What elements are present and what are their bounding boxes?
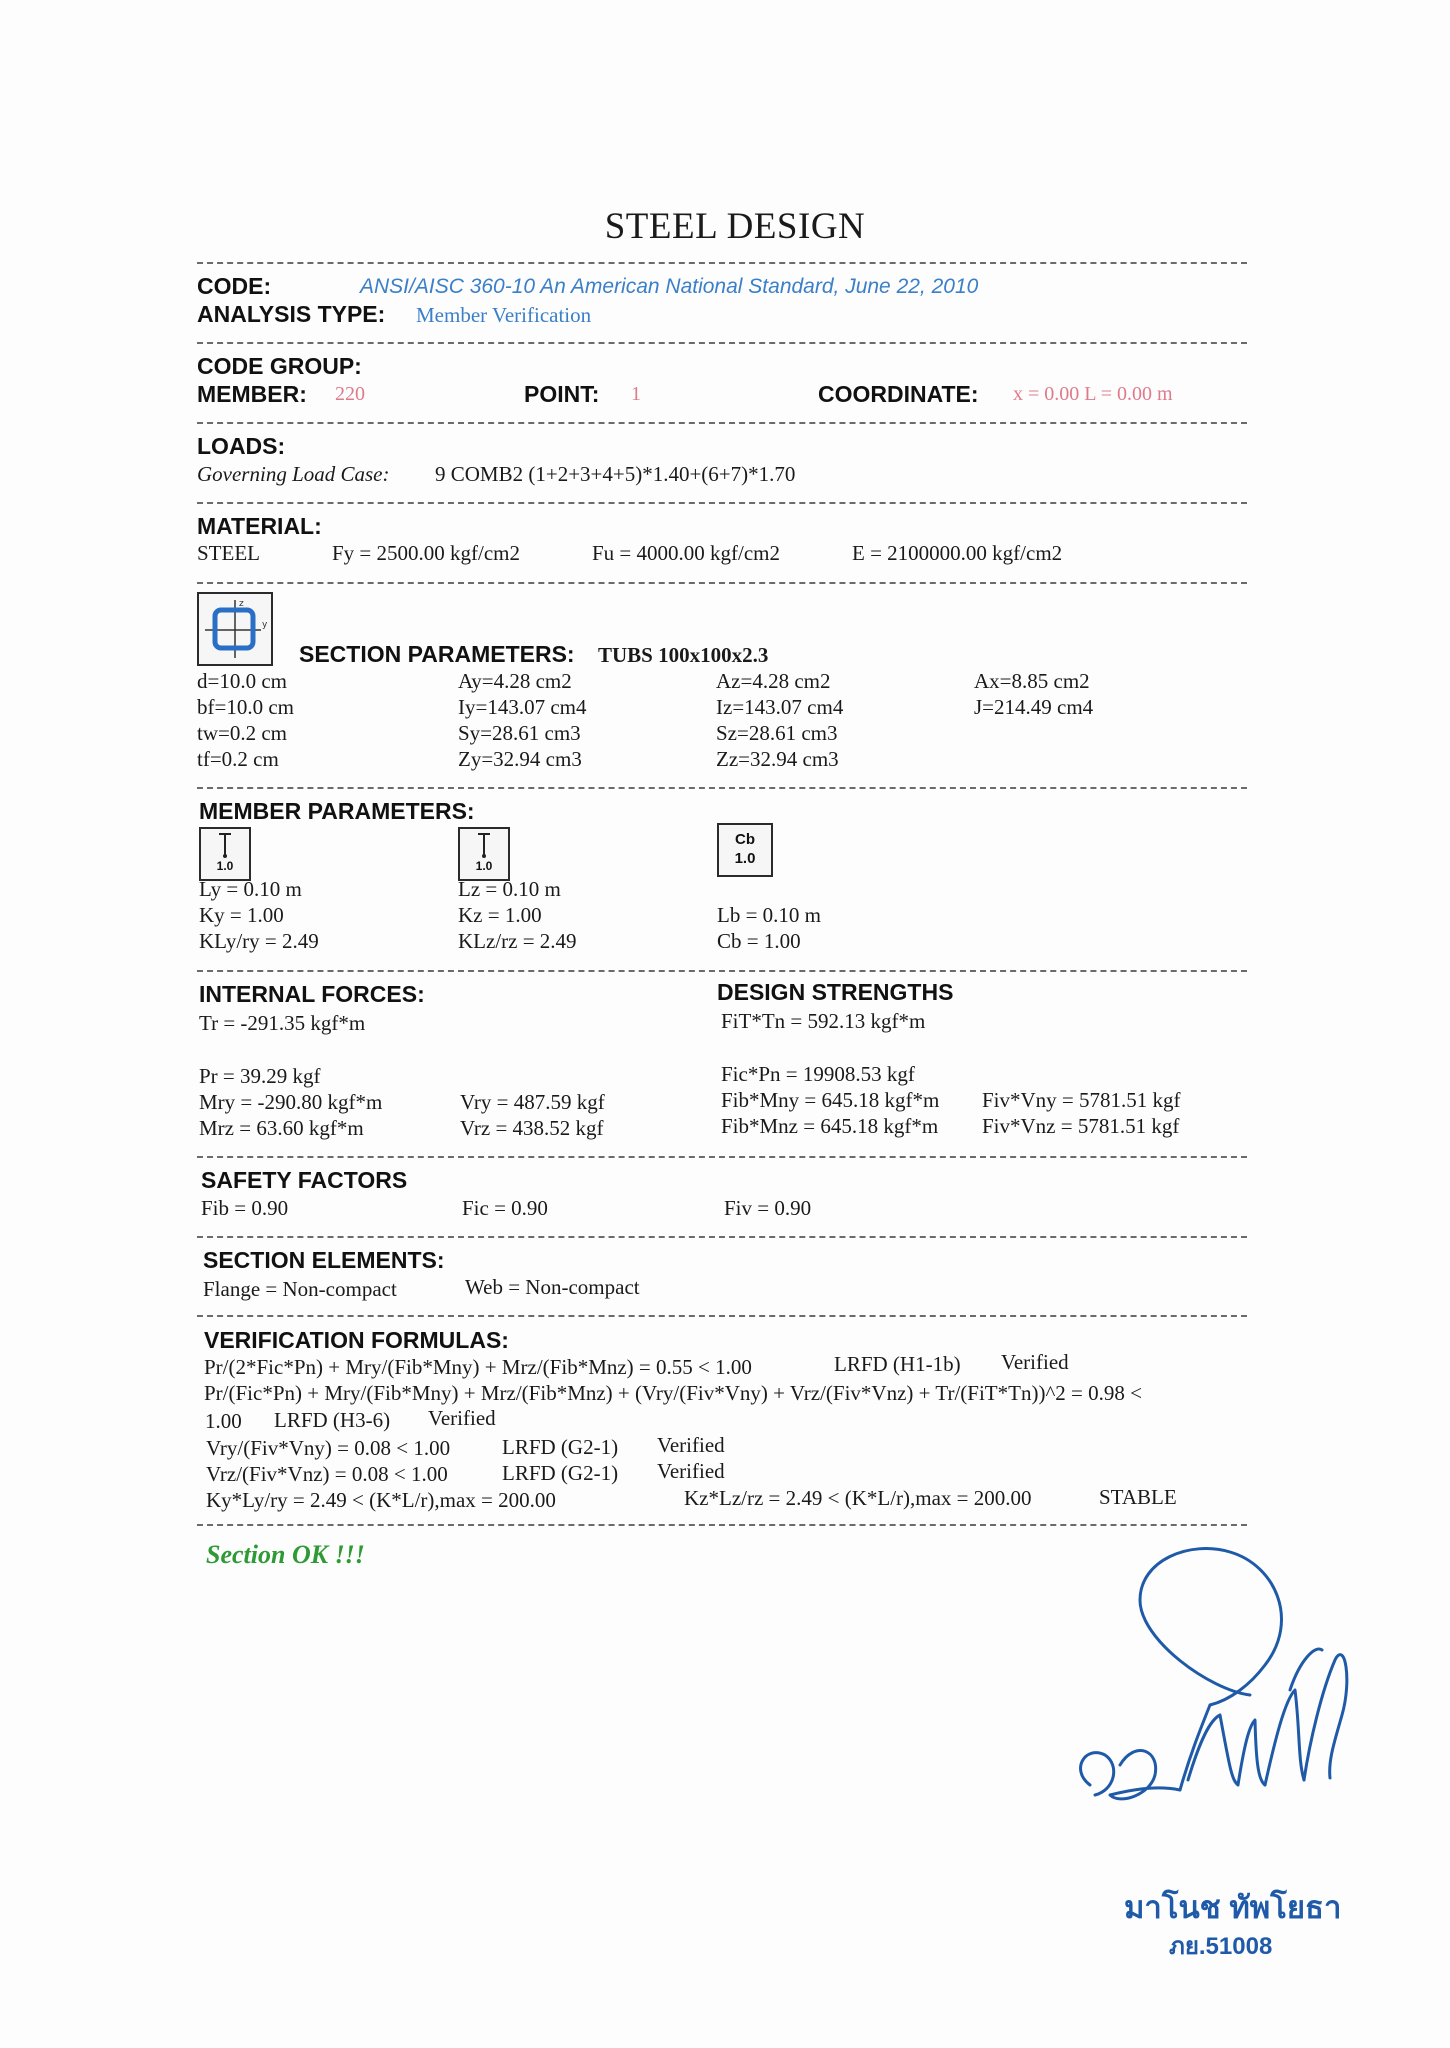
internal-forces-label: INTERNAL FORCES: xyxy=(199,981,425,1007)
divider xyxy=(197,422,1247,424)
section-d: d=10.0 cm xyxy=(197,669,287,693)
formula-4-status: Verified xyxy=(657,1459,725,1483)
analysis-type-value: Member Verification xyxy=(416,303,592,327)
formula-5-status: STABLE xyxy=(1099,1485,1177,1509)
section-ay: Ay=4.28 cm2 xyxy=(458,669,572,693)
strength-fib-mny: Fib*Mny = 645.18 kgf*m xyxy=(721,1088,940,1112)
force-mrz: Mrz = 63.60 kgf*m xyxy=(199,1116,364,1140)
formula-2-status: Verified xyxy=(428,1406,496,1430)
formula-2-ref: LRFD (H3-6) xyxy=(274,1408,391,1432)
member-kz: Kz = 1.00 xyxy=(458,903,542,927)
formula-2-line2: 1.00 xyxy=(205,1409,242,1433)
buckling-z-value: 1.0 xyxy=(475,859,493,873)
safety-fiv: Fiv = 0.90 xyxy=(724,1196,812,1220)
formula-3-status: Verified xyxy=(657,1433,725,1457)
member-ly: Ly = 0.10 m xyxy=(199,877,302,901)
member-label: MEMBER: xyxy=(197,381,307,407)
section-name: TUBS 100x100x2.3 xyxy=(598,643,769,667)
section-zz: Zz=32.94 cm3 xyxy=(716,747,839,771)
member-cb: Cb = 1.00 xyxy=(717,929,801,953)
force-vry: Vry = 487.59 kgf xyxy=(460,1090,605,1114)
force-mry: Mry = -290.80 kgf*m xyxy=(199,1090,383,1114)
section-tf: tf=0.2 cm xyxy=(197,747,279,771)
formula-1-ref: LRFD (H1-1b) xyxy=(834,1352,961,1376)
svg-text:y: y xyxy=(262,620,268,630)
safety-factors-label: SAFETY FACTORS xyxy=(201,1167,408,1193)
member-parameters-label: MEMBER PARAMETERS: xyxy=(199,798,475,824)
member-value: 220 xyxy=(335,383,365,405)
formula-1: Pr/(2*Fic*Pn) + Mry/(Fib*Mny) + Mrz/(Fib*Mnz) = 0.55 < 1.00 xyxy=(204,1355,752,1379)
design-strengths-label: DESIGN STRENGTHS xyxy=(717,979,954,1005)
cb-icon-label: Cb xyxy=(735,831,755,848)
section-zy: Zy=32.94 cm3 xyxy=(458,747,582,771)
buckling-y-value: 1.0 xyxy=(216,859,234,873)
loads-label: LOADS: xyxy=(197,433,286,459)
section-bf: bf=10.0 cm xyxy=(197,695,294,719)
divider xyxy=(197,787,1247,789)
verification-formulas-label: VERIFICATION FORMULAS: xyxy=(204,1327,509,1353)
section-j: J=214.49 cm4 xyxy=(974,695,1094,719)
svg-text:z: z xyxy=(239,599,244,609)
analysis-type-label: ANALYSIS TYPE: xyxy=(197,301,386,327)
material-name: STEEL xyxy=(197,541,260,565)
safety-fic: Fic = 0.90 xyxy=(462,1196,548,1220)
section-az: Az=4.28 cm2 xyxy=(716,669,831,693)
force-tr: Tr = -291.35 kgf*m xyxy=(199,1011,366,1035)
section-sz: Sz=28.61 cm3 xyxy=(716,721,838,745)
force-pr: Pr = 39.29 kgf xyxy=(199,1064,321,1088)
divider xyxy=(197,262,1247,264)
divider xyxy=(197,1236,1247,1238)
divider xyxy=(197,1315,1247,1317)
point-value: 1 xyxy=(631,383,641,405)
section-ax: Ax=8.85 cm2 xyxy=(974,669,1090,693)
code-value: ANSI/AISC 360-10 An American National Standard, June 22, 2010 xyxy=(360,275,979,298)
section-parameters-label: SECTION PARAMETERS: xyxy=(299,641,575,667)
section-sy: Sy=28.61 cm3 xyxy=(458,721,581,745)
section-ok-result: Section OK !!! xyxy=(206,1540,365,1569)
divider xyxy=(197,342,1247,344)
coordinate-label: COORDINATE: xyxy=(818,381,979,407)
strength-fiv-vnz: Fiv*Vnz = 5781.51 kgf xyxy=(982,1114,1180,1138)
code-label: CODE: xyxy=(197,273,272,299)
formula-4-ref: LRFD (G2-1) xyxy=(502,1461,619,1485)
section-iz: Iz=143.07 cm4 xyxy=(716,695,844,719)
formula-5-y: Ky*Ly/ry = 2.49 < (K*L/r),max = 200.00 xyxy=(206,1488,556,1512)
point-label: POINT: xyxy=(524,381,600,407)
page-title: STEEL DESIGN xyxy=(604,206,866,247)
member-kly-ry: KLy/ry = 2.49 xyxy=(199,929,319,953)
formula-1-status: Verified xyxy=(1001,1350,1069,1374)
divider xyxy=(197,970,1247,972)
signature-icon xyxy=(1060,1540,1360,1830)
cb-icon xyxy=(717,823,773,877)
element-web: Web = Non-compact xyxy=(465,1275,640,1299)
member-klz-rz: KLz/rz = 2.49 xyxy=(458,929,577,953)
formula-4: Vrz/(Fiv*Vnz) = 0.08 < 1.00 xyxy=(206,1462,448,1486)
member-ky: Ky = 1.00 xyxy=(199,903,284,927)
section-iy: Iy=143.07 cm4 xyxy=(458,695,587,719)
material-fy: Fy = 2500.00 kgf/cm2 xyxy=(332,541,521,565)
divider xyxy=(197,502,1247,504)
buckling-y-icon xyxy=(199,827,251,881)
cb-icon-value: 1.0 xyxy=(734,850,756,867)
material-e: E = 2100000.00 kgf/cm2 xyxy=(852,541,1063,565)
section-elements-label: SECTION ELEMENTS: xyxy=(203,1247,445,1273)
force-vrz: Vrz = 438.52 kgf xyxy=(460,1116,604,1140)
governing-load-label: Governing Load Case: xyxy=(197,462,390,486)
section-tw: tw=0.2 cm xyxy=(197,721,287,745)
strength-fic-pn: Fic*Pn = 19908.53 kgf xyxy=(721,1062,915,1086)
code-group-label: CODE GROUP: xyxy=(197,353,362,379)
member-lb: Lb = 0.10 m xyxy=(717,903,822,927)
formula-3: Vry/(Fiv*Vny) = 0.08 < 1.00 xyxy=(206,1436,451,1460)
formula-2-line1: Pr/(Fic*Pn) + Mry/(Fib*Mny) + Mrz/(Fib*Mnz) + (Vry/(Fiv*Vny) + Vrz/(Fiv*Vnz) + Tr/(FiT*Tn))^2 = 0.98 < xyxy=(204,1381,1142,1405)
governing-load-value: 9 COMB2 (1+2+3+4+5)*1.40+(6+7)*1.70 xyxy=(435,462,796,486)
divider xyxy=(197,582,1247,584)
strength-fit-tn: FiT*Tn = 592.13 kgf*m xyxy=(721,1009,926,1033)
tube-section-icon xyxy=(197,592,273,666)
signer-name: มาโนช ทัพโยธา xyxy=(1124,1890,1342,1925)
divider xyxy=(197,1524,1247,1526)
member-lz: Lz = 0.10 m xyxy=(458,877,561,901)
divider xyxy=(197,1156,1247,1158)
strength-fib-mnz: Fib*Mnz = 645.18 kgf*m xyxy=(721,1114,939,1138)
strength-fiv-vny: Fiv*Vny = 5781.51 kgf xyxy=(982,1088,1181,1112)
material-label: MATERIAL: xyxy=(197,513,322,539)
element-flange: Flange = Non-compact xyxy=(203,1277,397,1301)
buckling-z-icon xyxy=(458,827,510,881)
material-fu: Fu = 4000.00 kgf/cm2 xyxy=(592,541,781,565)
signer-license: ภย.51008 xyxy=(1169,1933,1273,1960)
safety-fib: Fib = 0.90 xyxy=(201,1196,289,1220)
formula-5-z: Kz*Lz/rz = 2.49 < (K*L/r),max = 200.00 xyxy=(684,1486,1032,1510)
formula-3-ref: LRFD (G2-1) xyxy=(502,1435,619,1459)
coordinate-value: x = 0.00 L = 0.00 m xyxy=(1013,383,1173,405)
